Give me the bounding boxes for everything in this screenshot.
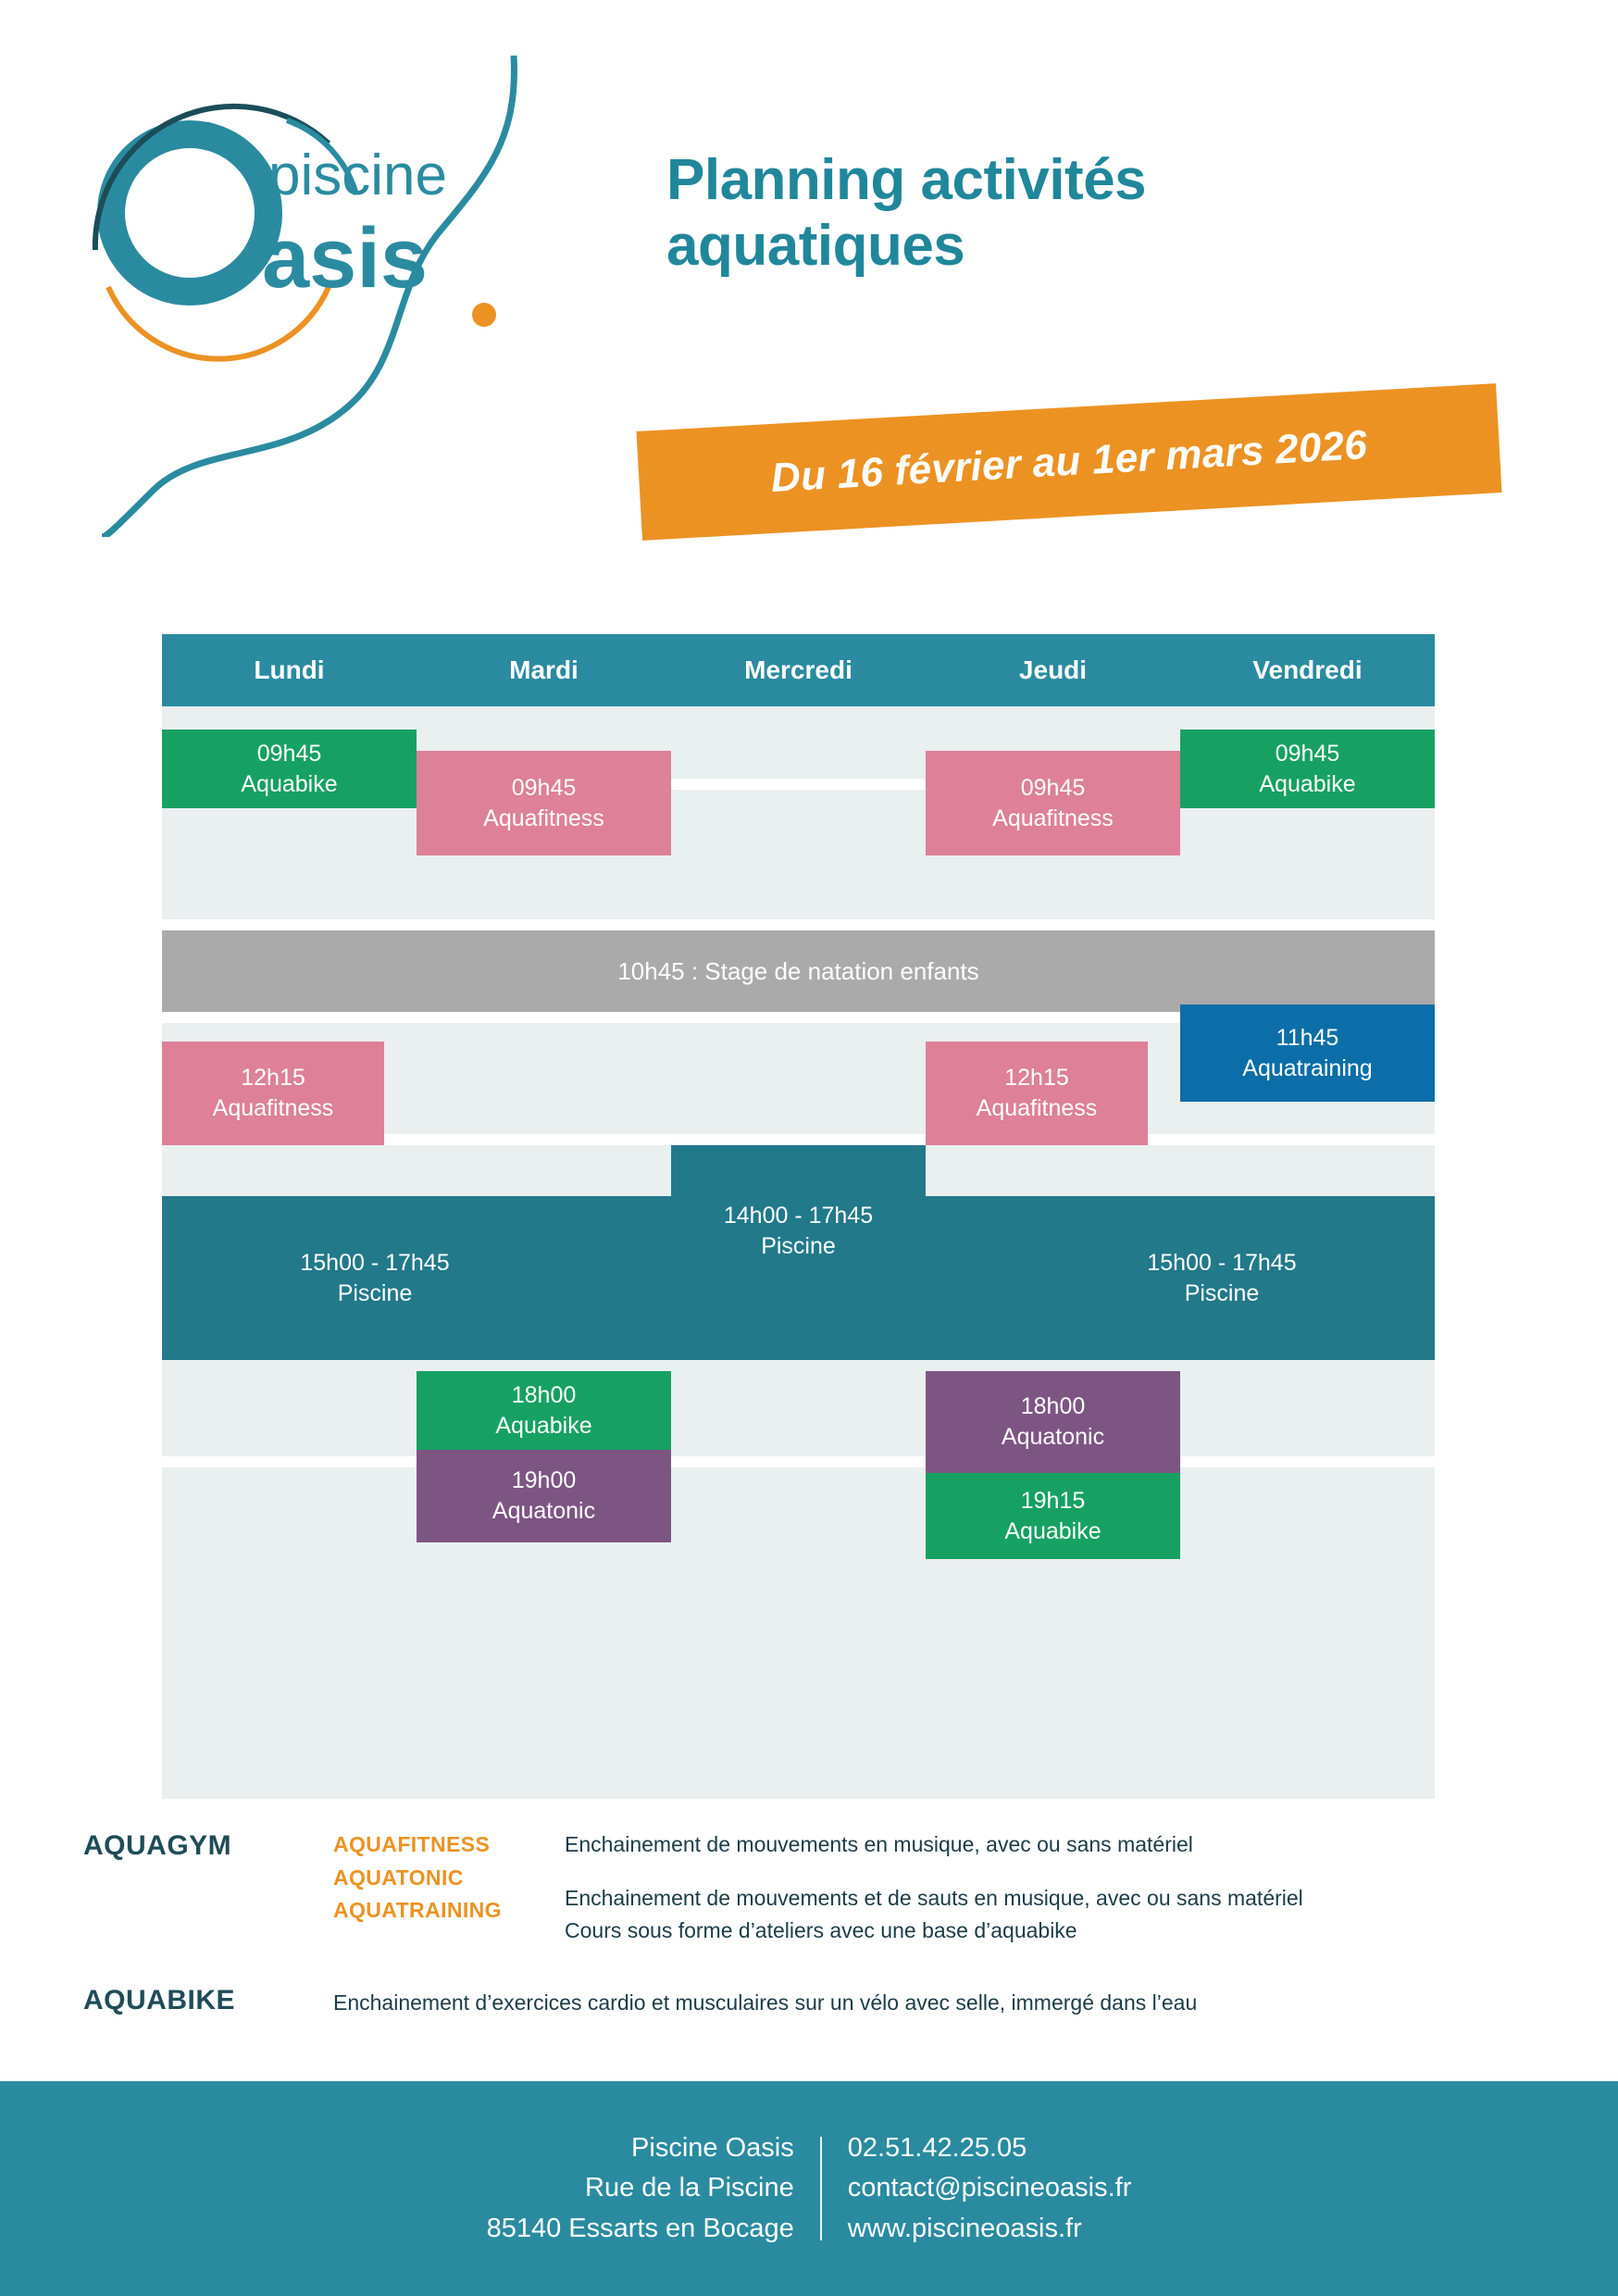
legend-desc-aquatonic: Enchainement de mouvements et de sauts en musique, avec ou sans matériel [565,1885,1303,1910]
slot-mardi-1900-aquatonic[interactable] [417,1450,671,1542]
date-banner [636,383,1501,541]
slot-time: 15h00 - 17h45 [300,1249,450,1276]
slot-activity: Aquafitness [992,805,1114,831]
slot-jeudi-1215-aquafitness[interactable] [926,1042,1148,1145]
grid-separator [162,919,1435,930]
day-header-vendredi: Vendredi [1252,655,1363,684]
slot-activity: Aquafitness [976,1095,1098,1121]
logo-word-piscine: piscine [268,144,447,207]
slot-time: 14h00 - 17h45 [723,1202,874,1229]
logo [51,56,486,306]
legend-name-aquatonic: AQUATONIC [333,1865,464,1890]
legend-name-aquatraining: AQUATRAINING [333,1898,502,1923]
grid-separator [162,1456,1435,1467]
legend-row-aquabike [83,1983,1546,2020]
slot-time: 09h45 [511,774,577,801]
slot-vendredi-0945-aquabike[interactable] [1180,730,1435,808]
slot-lundi-mardi-piscine[interactable] [162,1196,588,1360]
slot-time: 15h00 - 17h45 [1147,1249,1297,1276]
footer-website[interactable]: www.piscineoasis.fr [847,2213,1082,2243]
legend-desc-aquatraining: Cours sous forme d’ateliers avec une base d’aquabike [565,1918,1077,1943]
slot-activity: Aquabike [241,770,338,797]
slot-jeudi-1800-aquatonic[interactable] [926,1371,1180,1473]
logo-artwork [51,56,699,537]
day-header-jeudi: Jeudi [1018,655,1088,684]
slot-time: 12h15 [1004,1065,1069,1091]
logo-word-oasis: asis [262,211,429,306]
footer-city: 85140 Essarts en Bocage [486,2213,794,2243]
slot-activity: Aquatraining [1242,1054,1373,1081]
slot-jeudi-1915-aquabike[interactable] [926,1473,1180,1559]
footer-content [487,2128,1132,2250]
page-title [666,148,1500,279]
slot-time: 19h00 [511,1467,577,1493]
slot-activity: Aquabike [1259,770,1356,797]
legend-desc-aquafitness: Enchainement de mouvements en musique, avec ou sans matériel [565,1832,1193,1856]
footer-email[interactable]: contact@piscineoasis.fr [847,2173,1132,2203]
slot-time: 19h15 [1020,1487,1086,1514]
slot-mardi-0945-aquafitness[interactable] [417,751,671,855]
footer-address [487,2128,820,2250]
legend-name-aquafitness: AQUAFITNESS [333,1832,491,1856]
slot-jeudi-0945-aquafitness[interactable] [926,751,1180,855]
slot-mercredi-piscine[interactable] [671,1145,926,1316]
page-title-line2: aquatiques [666,213,965,278]
day-header-mardi: Mardi [509,655,579,684]
slot-activity: Piscine [1184,1279,1260,1306]
legend-category-aquagym: AQUAGYM [83,1830,232,1861]
legend-category-aquabike: AQUABIKE [83,1984,236,2015]
day-header-mercredi: Mercredi [744,655,853,684]
date-banner-text: Du 16 février au 1er mars 2026 [769,422,1369,501]
slot-lundi-0945-aquabike[interactable] [162,730,417,808]
day-header-lundi: Lundi [254,655,325,684]
slot-activity: Aquatonic [492,1498,596,1524]
footer-street: Rue de la Piscine [585,2173,794,2203]
footer-contact [822,2128,1132,2250]
slot-activity: Aquafitness [212,1095,334,1121]
slot-label: 10h45 : Stage de natation enfants [617,956,979,985]
slot-activity: Aquabike [495,1412,592,1439]
slot-activity: Aquatonic [1001,1424,1105,1450]
planning-table [162,634,1435,1799]
slot-jeudi-vendredi-piscine[interactable] [1009,1196,1435,1360]
slot-time: 18h00 [1020,1393,1086,1419]
page-title-line1: Planning activités [666,148,1147,212]
slot-time: 11h45 [1276,1024,1339,1051]
slot-time: 09h45 [256,740,322,767]
legend-desc-aquabike: Enchainement d’exercices cardio et musculaires sur un vélo avec selle, immergé dans l’eau [333,1990,1198,2015]
legend [83,1828,1546,2020]
slot-time: 09h45 [1020,774,1086,801]
slot-activity: Piscine [761,1232,836,1259]
legend-row-aquagym [83,1828,1546,1948]
footer-name: Piscine Oasis [631,2132,794,2163]
slot-mardi-1800-aquabike[interactable] [417,1371,671,1450]
slot-stage-natation-enfants[interactable] [162,930,1435,1012]
legend-aquagym-names [333,1828,565,1928]
slot-activity: Aquabike [1004,1517,1101,1544]
slot-time: 09h45 [1275,740,1340,767]
planning-grid [162,706,1435,1799]
logo-dot [472,303,496,327]
slot-activity: Piscine [337,1279,413,1306]
footer [0,2081,1618,2296]
planning-days-header [162,634,1435,706]
slot-vendredi-1145-aquatraining[interactable] [1180,1004,1435,1102]
slot-lundi-1215-aquafitness[interactable] [162,1042,384,1145]
footer-divider [820,2137,822,2240]
slot-time: 18h00 [511,1381,577,1408]
footer-phone[interactable]: 02.51.42.25.05 [847,2132,1027,2163]
slot-activity: Aquafitness [483,805,604,831]
slot-time: 12h15 [241,1065,305,1091]
legend-aquagym-descriptions [565,1828,1546,1948]
